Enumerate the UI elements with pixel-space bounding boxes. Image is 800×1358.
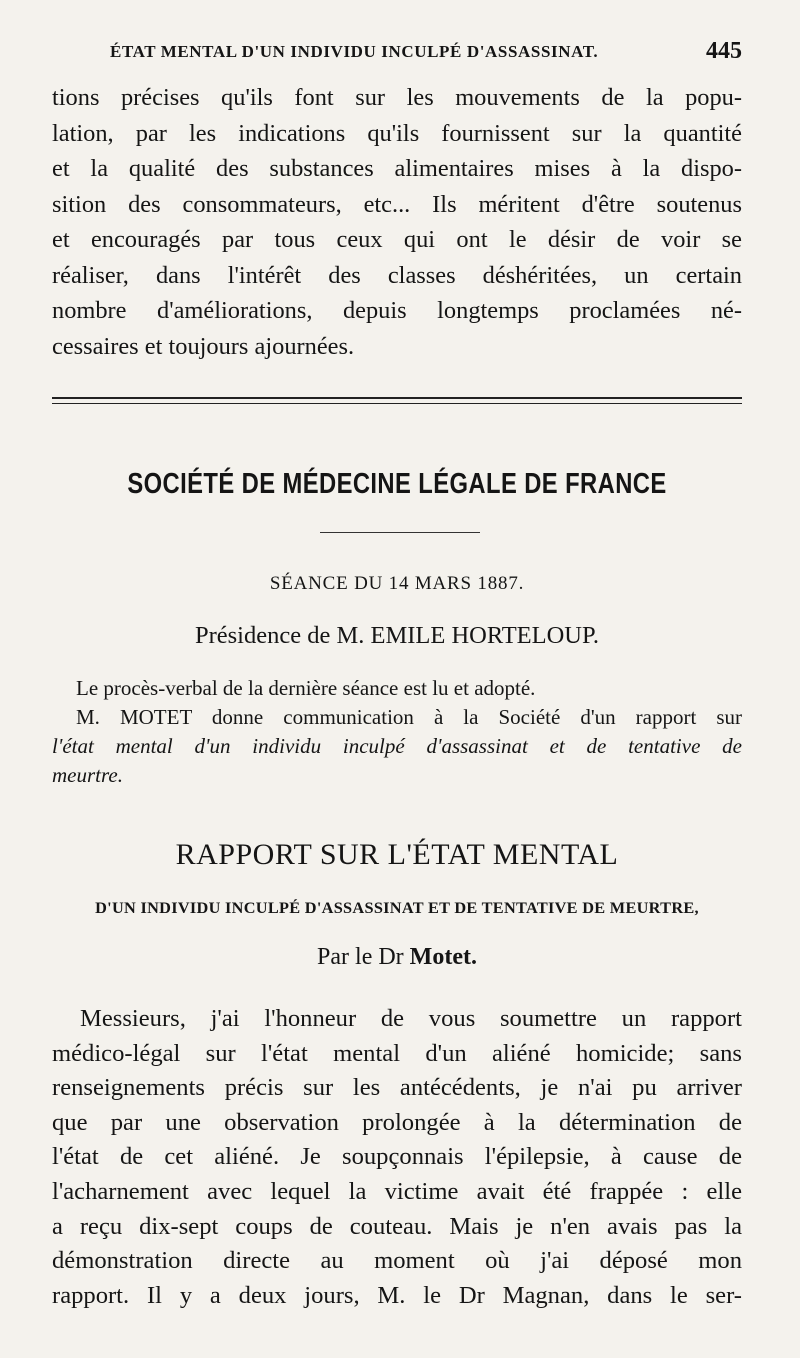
intro-paragraph: [52, 80, 742, 364]
text-line: nombre d'améliorations, depuis longtemps proclamées né-: [52, 297, 742, 324]
text-line: médico-légal sur l'état mental d'un aliéné homicide; sans: [52, 1039, 742, 1067]
text-line: tions précises qu'ils font sur les mouvements de la popu-: [52, 84, 742, 111]
motet-communication: M. MOTET donne communication à la Société d'un rapport sur: [76, 705, 742, 729]
text-line: l'état de cet aliéné. Je soupçonnais l'épilepsie, à cause de: [52, 1143, 742, 1171]
text-line: et la qualité des substances alimentaires mises à la dispo-: [52, 155, 742, 182]
heading-underline: [320, 532, 480, 533]
text-line: rapport. Il y a deux jours, M. le Dr Magnan, dans le ser-: [52, 1281, 742, 1309]
text-line: et encouragés par tous ceux qui ont le désir de voir se: [52, 226, 742, 253]
text-line: [52, 761, 742, 790]
section-divider-thick: [52, 397, 742, 399]
presidency-line: Présidence de M. EMILE HORTELOUP.: [194, 622, 600, 649]
text-run: Messieurs, j'ai l'honneur de vous soumettre un rapport: [80, 1005, 742, 1032]
report-subject-italic: l'état mental d'un individu inculpé d'assassinat et de tentative de: [52, 734, 742, 758]
text-line: que par une observation prolongée à la détermination de: [52, 1108, 742, 1136]
report-byline: [52, 944, 742, 971]
society-heading: SOCIÉTÉ DE MÉDECINE LÉGALE DE FRANCE: [127, 468, 667, 500]
text-line: [52, 703, 742, 732]
report-title: RAPPORT SUR L'ÉTAT MENTAL: [175, 838, 619, 871]
text-line: lation, par les indications qu'ils fournissent sur la quantité: [52, 119, 742, 147]
report-body-paragraph: [52, 1002, 742, 1313]
text-line: renseignements précis sur les antécédents, je n'ai pu arriver: [52, 1074, 742, 1102]
text-line: réaliser, dans l'intérêt des classes déshéritées, un certain: [52, 261, 742, 289]
text-line: [52, 732, 742, 761]
running-head-title: ÉTAT MENTAL D'UN INDIVIDU INCULPÉ D'ASSASSINAT.: [110, 42, 599, 61]
session-date: SÉANCE DU 14 MARS 1887.: [269, 573, 525, 594]
running-head: [52, 38, 742, 68]
page-number: 445: [706, 38, 742, 64]
section-divider-thin: [52, 403, 742, 404]
text-line: cessaires et toujours ajournées.: [52, 332, 355, 360]
text-line: sition des consommateurs, etc... Ils méritent d'être soutenus: [52, 190, 742, 218]
text-line: [52, 1002, 742, 1037]
text-line: l'acharnement avec lequel la victime avait été frappée : elle: [52, 1177, 742, 1205]
byline-prefix: Par le Dr: [317, 944, 404, 970]
minutes-adopted: Le procès-verbal de la dernière séance est lu et adopté.: [76, 676, 536, 700]
minutes-paragraph: [52, 674, 742, 790]
byline-author: Motet.: [409, 944, 477, 970]
report-subject-italic-end: meurtre.: [52, 763, 123, 787]
text-line: a reçu dix-sept coups de couteau. Mais je n'en avais pas la: [52, 1212, 742, 1240]
text-line: démonstration directe au moment où j'ai déposé mon: [52, 1247, 742, 1275]
text-line: [52, 674, 742, 703]
report-subtitle: D'UN INDIVIDU INCULPÉ D'ASSASSINAT ET DE TENTATIVE DE MEURTRE,: [95, 898, 699, 917]
